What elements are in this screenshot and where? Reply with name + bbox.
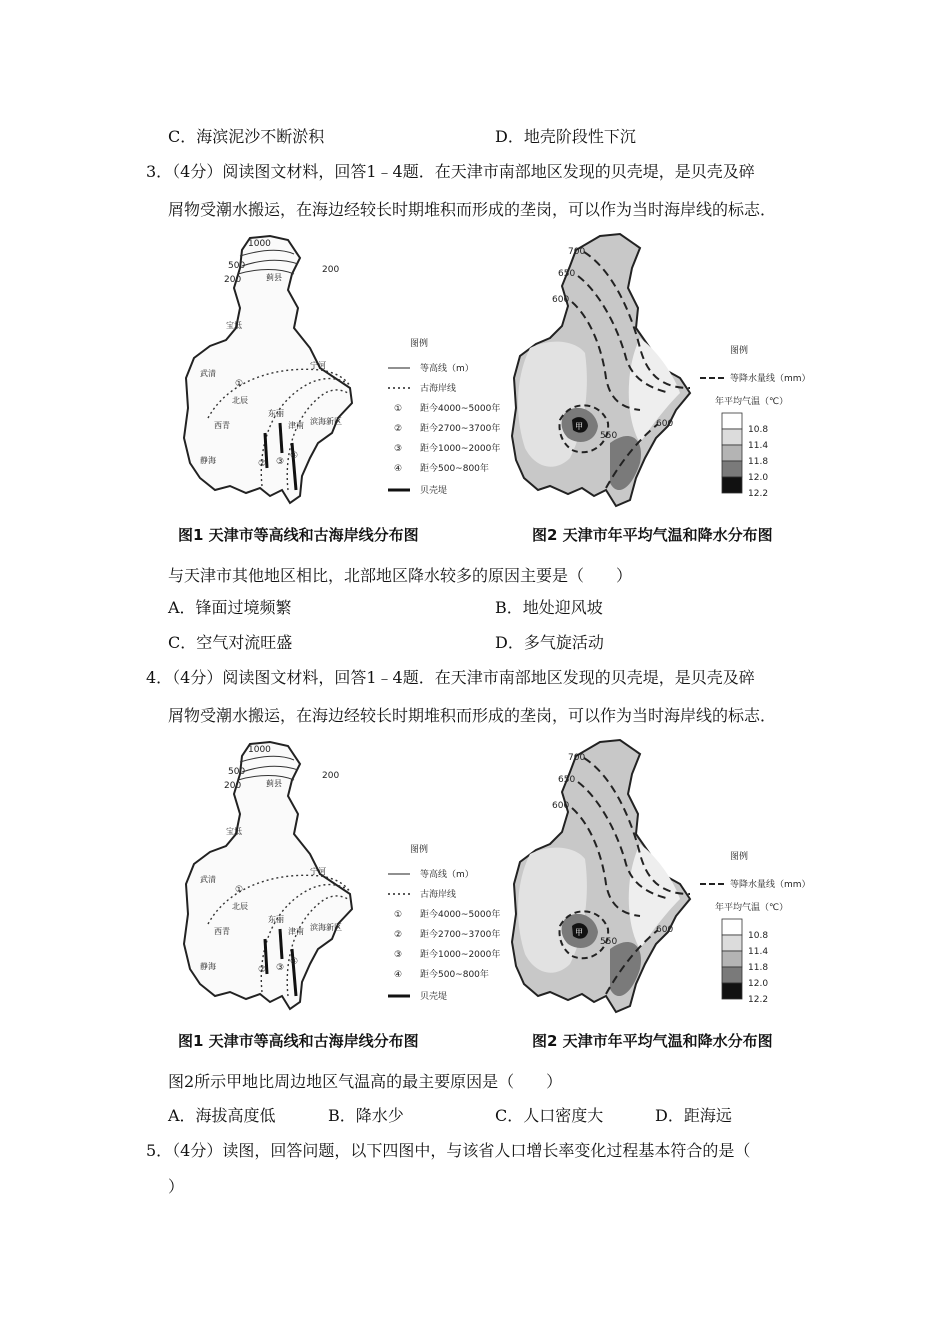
svg-text:200: 200 — [322, 771, 340, 781]
svg-text:贝壳堤: 贝壳堤 — [420, 486, 448, 496]
svg-text:③: ③ — [394, 444, 403, 454]
svg-text:宁河: 宁河 — [310, 361, 326, 370]
q3-option-d: D．多气旋活动 — [495, 633, 604, 652]
svg-text:④: ④ — [394, 970, 403, 980]
q3-stem-line1: 3．（4分）阅读图文材料，回答1﹣4题．在天津市南部地区发现的贝壳堤，是贝壳及碎 — [146, 162, 755, 181]
svg-text:等降水量线（mm）: 等降水量线（mm） — [730, 374, 811, 384]
svg-text:宁河: 宁河 — [310, 867, 326, 876]
svg-text:650: 650 — [558, 775, 576, 785]
svg-text:武清: 武清 — [200, 875, 216, 884]
svg-text:600: 600 — [552, 295, 570, 305]
svg-text:700: 700 — [568, 753, 586, 763]
svg-text:图例: 图例 — [730, 852, 749, 862]
svg-text:宝坻: 宝坻 — [226, 827, 242, 836]
svg-text:④: ④ — [290, 451, 299, 461]
svg-text:②: ② — [258, 965, 267, 975]
q2-option-c: C．海滨泥沙不断淤积 — [168, 127, 325, 146]
svg-text:①: ① — [235, 379, 244, 389]
svg-text:距今500~800年: 距今500~800年 — [420, 970, 489, 980]
svg-text:西青: 西青 — [214, 421, 230, 430]
svg-text:①: ① — [235, 885, 244, 895]
q4-option-b: B．降水少 — [328, 1106, 404, 1125]
q4-question: 图2所示甲地比周边地区气温高的最主要原因是（ ） — [168, 1072, 563, 1091]
svg-text:500: 500 — [228, 767, 246, 777]
svg-text:12.0: 12.0 — [748, 473, 769, 483]
q3-option-c: C．空气对流旺盛 — [168, 633, 293, 652]
svg-text:1000: 1000 — [248, 239, 271, 249]
svg-text:500: 500 — [228, 261, 246, 271]
svg-text:③: ③ — [394, 950, 403, 960]
svg-text:200: 200 — [224, 275, 242, 285]
q4-stem-line2: 屑物受潮水搬运，在海边经较长时期堆积而形成的垄岗，可以作为当时海岸线的标志． — [168, 706, 777, 725]
svg-text:600: 600 — [656, 419, 674, 429]
fig2-map — [512, 234, 690, 506]
svg-text:距今2700~3700年: 距今2700~3700年 — [420, 424, 501, 434]
fig2-caption: 图2 天津市年平均气温和降水分布图 — [532, 526, 773, 544]
svg-text:650: 650 — [558, 269, 576, 279]
svg-text:静海: 静海 — [200, 962, 216, 971]
svg-text:距今2700~3700年: 距今2700~3700年 — [420, 930, 501, 940]
q3-option-a: A．锋面过境频繁 — [168, 598, 292, 617]
svg-text:①: ① — [394, 910, 403, 920]
q3-question: 与天津市其他地区相比，北部地区降水较多的原因主要是（ ） — [168, 566, 633, 585]
figure-svg — [170, 228, 830, 553]
svg-text:等高线（m）: 等高线（m） — [420, 870, 474, 880]
svg-text:津南: 津南 — [288, 927, 304, 936]
svg-text:10.8: 10.8 — [748, 425, 769, 435]
svg-text:北辰: 北辰 — [232, 396, 248, 405]
svg-text:④: ④ — [290, 957, 299, 967]
fig2-caption: 图2 天津市年平均气温和降水分布图 — [532, 1032, 773, 1050]
q5-stem-line2: ） — [168, 1177, 185, 1196]
q4-stem-line1: 4．（4分）阅读图文材料，回答1﹣4题．在天津市南部地区发现的贝壳堤，是贝壳及碎 — [146, 668, 755, 687]
svg-text:①: ① — [394, 404, 403, 414]
svg-text:②: ② — [394, 930, 403, 940]
svg-text:10.8: 10.8 — [748, 931, 769, 941]
fig1-legend — [388, 337, 500, 496]
svg-text:550: 550 — [600, 431, 618, 441]
svg-text:滨海新区: 滨海新区 — [310, 417, 342, 426]
svg-text:11.8: 11.8 — [748, 457, 769, 467]
fig1-legend — [388, 843, 500, 1002]
svg-text:蓟县: 蓟县 — [266, 779, 282, 788]
svg-text:西青: 西青 — [214, 927, 230, 936]
svg-text:图例: 图例 — [730, 346, 749, 356]
q5-stem-line1: 5．（4分）读图，回答问题，以下四图中，与该省人口增长率变化过程基本符合的是（ — [146, 1141, 751, 1160]
svg-text:东丽: 东丽 — [268, 915, 284, 924]
fig1-caption: 图1 天津市等高线和古海岸线分布图 — [178, 1032, 419, 1050]
svg-text:200: 200 — [224, 781, 242, 791]
svg-text:②: ② — [258, 459, 267, 469]
q4-option-c: C．人口密度大 — [495, 1106, 604, 1125]
svg-text:北辰: 北辰 — [232, 902, 248, 911]
svg-text:11.8: 11.8 — [748, 963, 769, 973]
svg-text:武清: 武清 — [200, 369, 216, 378]
fig1-caption: 图1 天津市等高线和古海岸线分布图 — [178, 526, 419, 544]
figure-block-q4 — [170, 734, 830, 1059]
q2-option-d: D．地壳阶段性下沉 — [495, 127, 636, 146]
svg-text:津南: 津南 — [288, 421, 304, 430]
fig2-legend — [700, 344, 811, 499]
svg-text:700: 700 — [568, 247, 586, 257]
q4-option-a: A．海拔高度低 — [168, 1106, 276, 1125]
svg-text:②: ② — [394, 424, 403, 434]
svg-text:④: ④ — [394, 464, 403, 474]
svg-text:200: 200 — [322, 265, 340, 275]
svg-text:12.2: 12.2 — [748, 995, 769, 1005]
svg-text:600: 600 — [552, 801, 570, 811]
svg-text:11.4: 11.4 — [748, 441, 769, 451]
svg-text:蓟县: 蓟县 — [266, 273, 282, 282]
svg-text:11.4: 11.4 — [748, 947, 769, 957]
q3-option-b: B．地处迎风坡 — [495, 598, 603, 617]
svg-text:距今500~800年: 距今500~800年 — [420, 464, 489, 474]
svg-text:古海岸线: 古海岸线 — [420, 890, 457, 900]
figure-svg — [170, 734, 830, 1059]
svg-text:距今1000~2000年: 距今1000~2000年 — [420, 444, 501, 454]
fig2-legend — [700, 850, 811, 1005]
svg-text:静海: 静海 — [200, 456, 216, 465]
svg-text:③: ③ — [276, 963, 285, 973]
svg-text:等降水量线（mm）: 等降水量线（mm） — [730, 880, 811, 890]
svg-text:12.2: 12.2 — [748, 489, 769, 499]
figure-block-q3 — [170, 228, 830, 553]
fig1-map — [184, 236, 352, 503]
svg-text:1000: 1000 — [248, 745, 271, 755]
q3-stem-line2: 屑物受潮水搬运，在海边经较长时期堆积而形成的垄岗，可以作为当时海岸线的标志． — [168, 200, 777, 219]
svg-text:贝壳堤: 贝壳堤 — [420, 992, 448, 1002]
svg-text:550: 550 — [600, 937, 618, 947]
svg-text:12.0: 12.0 — [748, 979, 769, 989]
fig1-map — [184, 742, 352, 1009]
svg-text:距今4000~5000年: 距今4000~5000年 — [420, 404, 501, 414]
fig2-map — [512, 740, 690, 1012]
svg-text:宝坻: 宝坻 — [226, 321, 242, 330]
svg-text:滨海新区: 滨海新区 — [310, 923, 342, 932]
svg-text:甲: 甲 — [575, 928, 583, 937]
svg-text:甲: 甲 — [575, 422, 583, 431]
svg-text:古海岸线: 古海岸线 — [420, 384, 457, 394]
svg-text:③: ③ — [276, 457, 285, 467]
svg-text:图例: 图例 — [410, 845, 429, 855]
q4-option-d: D．距海远 — [655, 1106, 732, 1125]
svg-text:年平均气温（℃）: 年平均气温（℃） — [715, 903, 789, 913]
svg-text:东丽: 东丽 — [268, 409, 284, 418]
svg-text:图例: 图例 — [410, 339, 429, 349]
svg-text:等高线（m）: 等高线（m） — [420, 364, 474, 374]
svg-text:600: 600 — [656, 925, 674, 935]
svg-text:距今4000~5000年: 距今4000~5000年 — [420, 910, 501, 920]
svg-text:距今1000~2000年: 距今1000~2000年 — [420, 950, 501, 960]
svg-text:年平均气温（℃）: 年平均气温（℃） — [715, 397, 789, 407]
